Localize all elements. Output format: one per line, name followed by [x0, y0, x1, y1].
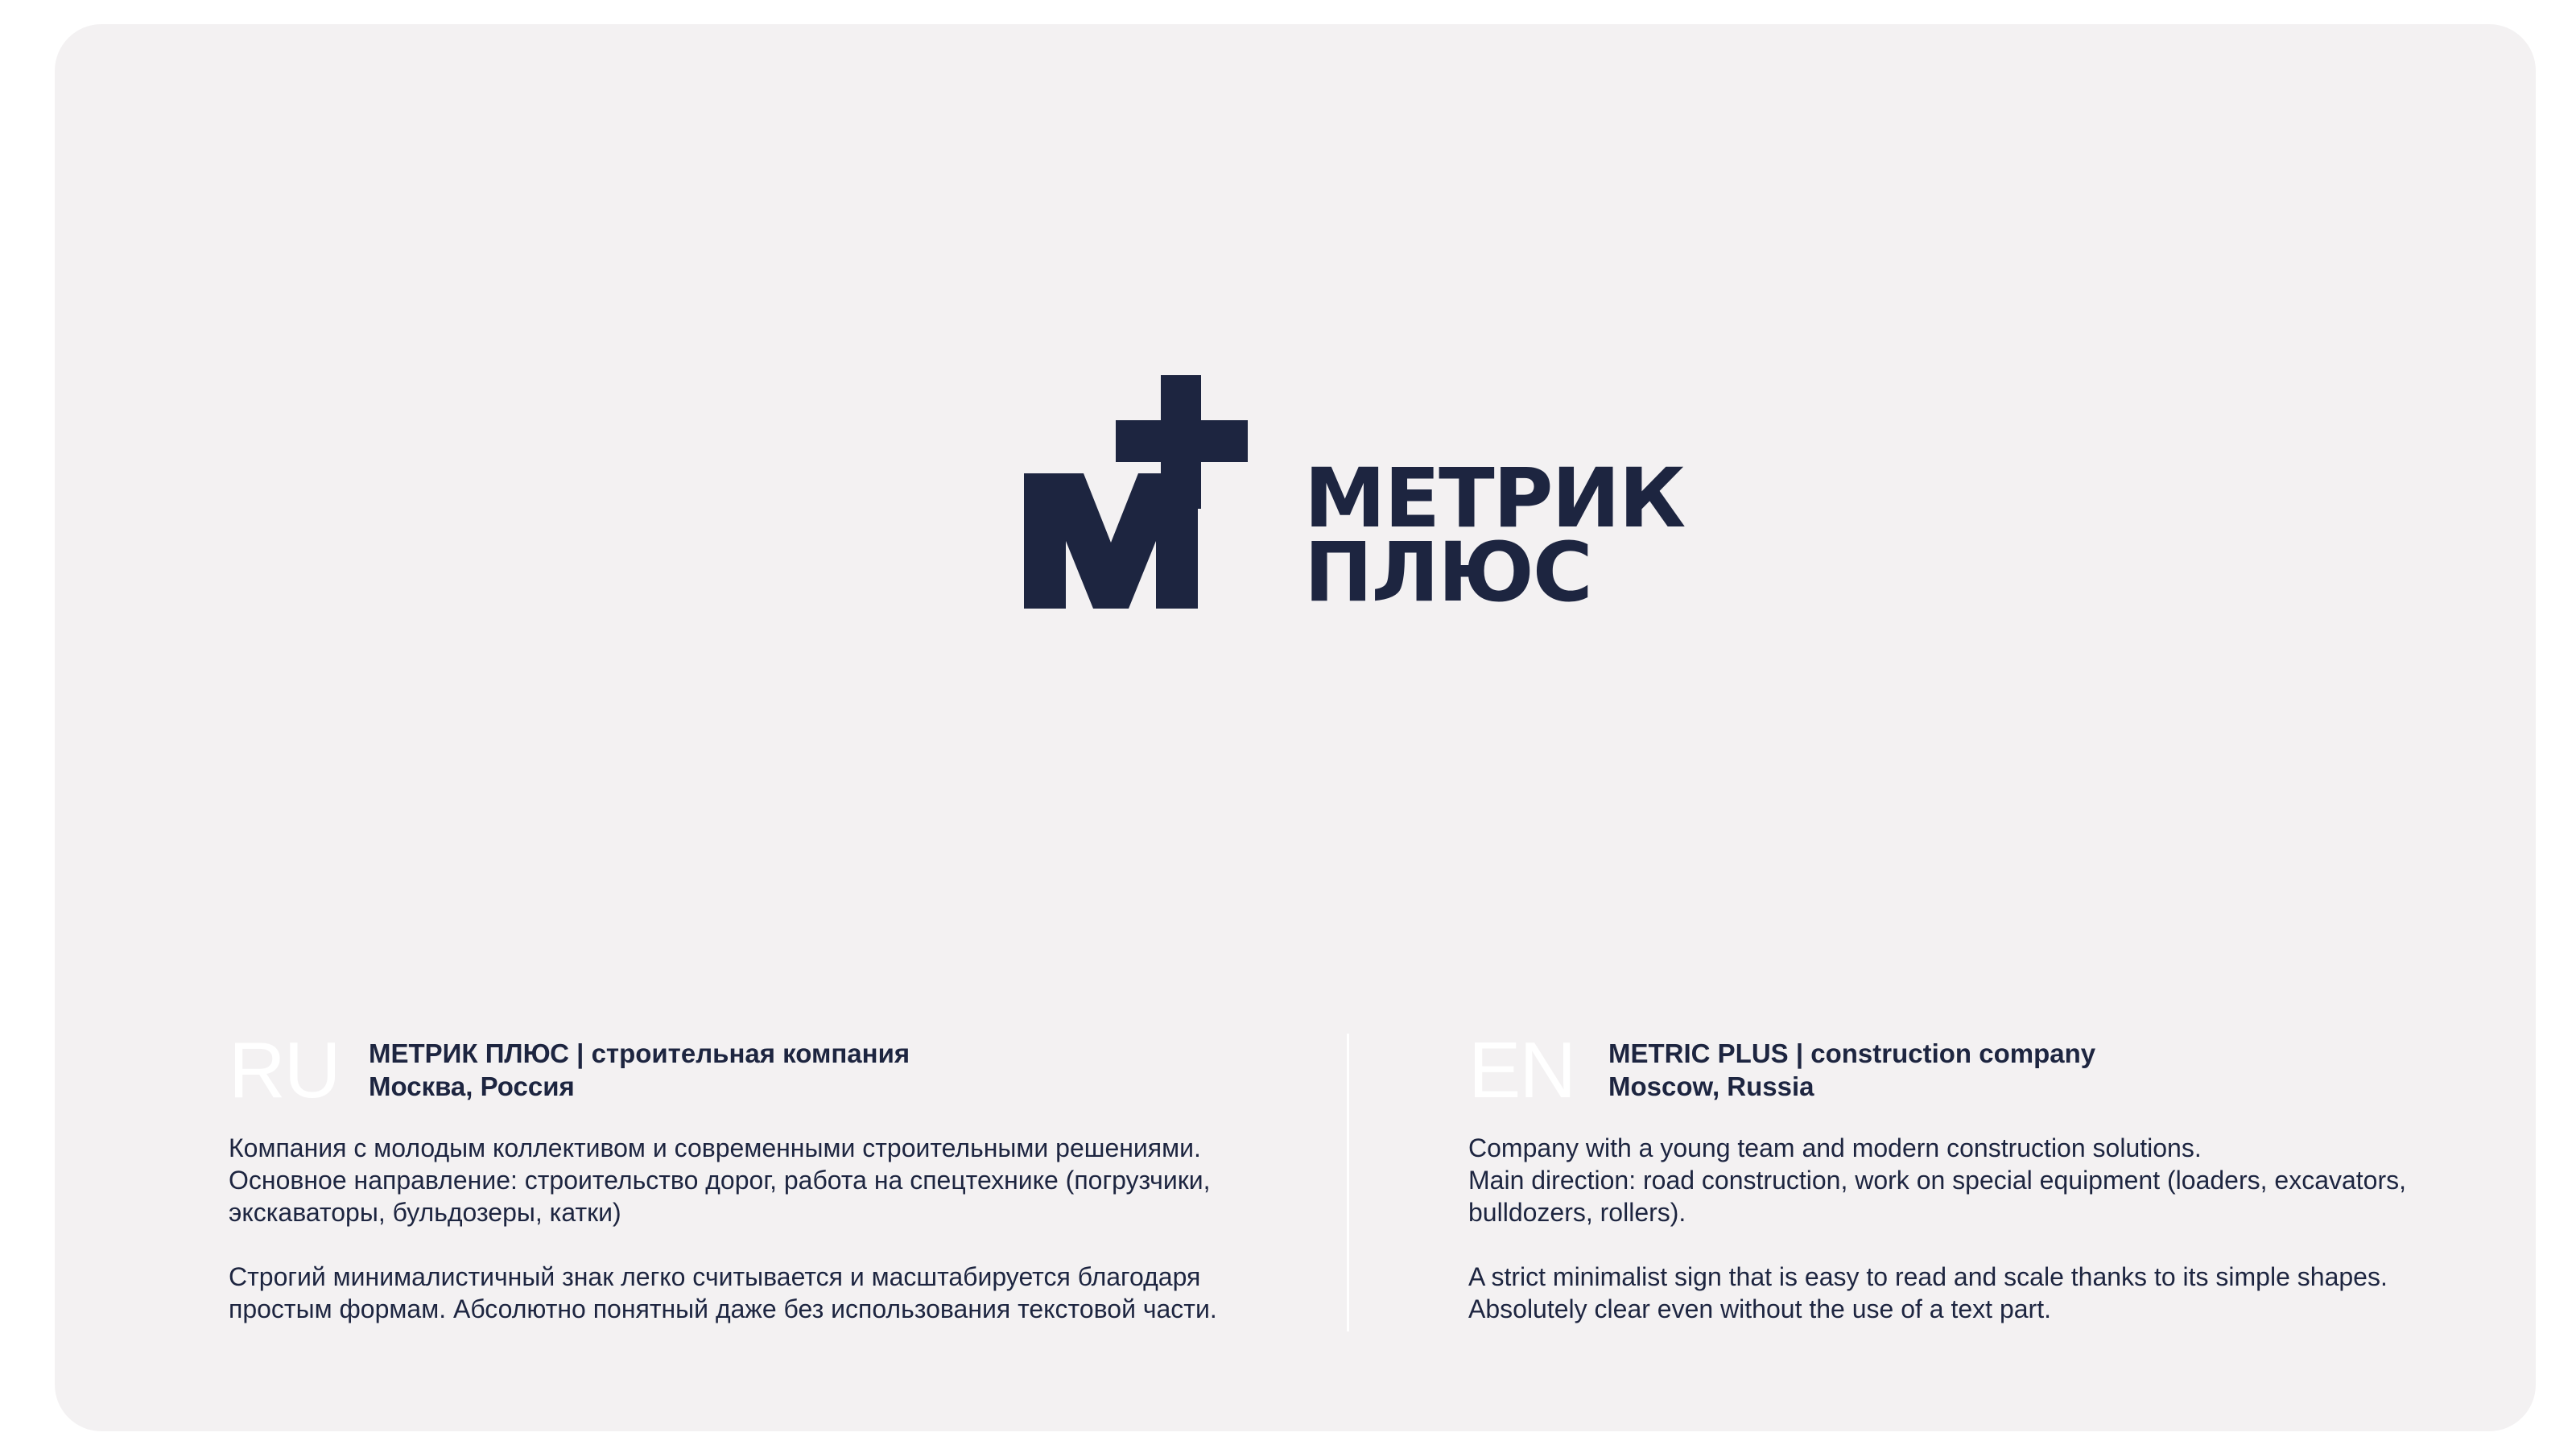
wordmark-line-2: ПЛЮС [1304, 525, 1591, 621]
logo-wordmark [1304, 451, 1685, 621]
ru-company-title: МЕТРИК ПЛЮС | строительная компания [369, 1038, 910, 1068]
language-code-en: EN [1468, 1026, 1575, 1114]
en-heading [1608, 1037, 2095, 1103]
en-p1-line-3: bulldozers, rollers). [1468, 1198, 1686, 1227]
ru-p1-line-2: Основное направление: строительство дорог, работа на спецтехнике (погрузчики, [229, 1166, 1211, 1195]
en-body [1468, 1132, 2507, 1325]
presentation-card [55, 24, 2536, 1431]
en-p2-line-2: Absolutely clear even without the use of a text part. [1468, 1294, 2051, 1323]
en-company-title: METRIC PLUS | construction company [1608, 1038, 2096, 1068]
column-divider [1347, 1034, 1349, 1331]
language-code-ru: RU [229, 1026, 340, 1114]
brand-logo [1021, 375, 1685, 621]
ru-body [229, 1132, 1267, 1325]
en-paragraph-1 [1468, 1132, 2507, 1228]
ru-description [229, 1026, 1275, 1336]
en-paragraph-2 [1468, 1261, 2507, 1325]
wordmark-line-1: МЕТРИК [1304, 451, 1685, 547]
en-p2-line-1: A strict minimalist sign that is easy to read and scale thanks to its simple shapes. [1468, 1262, 2388, 1291]
en-p1-line-2: Main direction: road construction, work on special equipment (loaders, excavators, [1468, 1166, 2407, 1195]
ru-p2-line-1: Строгий минималистичный знак легко считывается и масштабируется благодаря [229, 1262, 1201, 1291]
ru-p1-line-3: экскаваторы, бульдозеры, катки) [229, 1198, 621, 1227]
ru-p2-line-2: простым формам. Абсолютно понятный даже без использования текстовой части. [229, 1294, 1217, 1323]
en-description [1468, 1026, 2515, 1336]
m-plus-icon [1021, 375, 1311, 610]
en-p1-line-1: Company with a young team and modern construction solutions. [1468, 1133, 2202, 1162]
ru-paragraph-2 [229, 1261, 1267, 1325]
ru-p1-line-1: Компания с молодым коллективом и современными строительными решениями. [229, 1133, 1201, 1162]
ru-heading [369, 1037, 910, 1103]
ru-paragraph-1 [229, 1132, 1267, 1228]
ru-location: Москва, Россия [369, 1071, 575, 1101]
en-location: Moscow, Russia [1608, 1071, 1814, 1101]
